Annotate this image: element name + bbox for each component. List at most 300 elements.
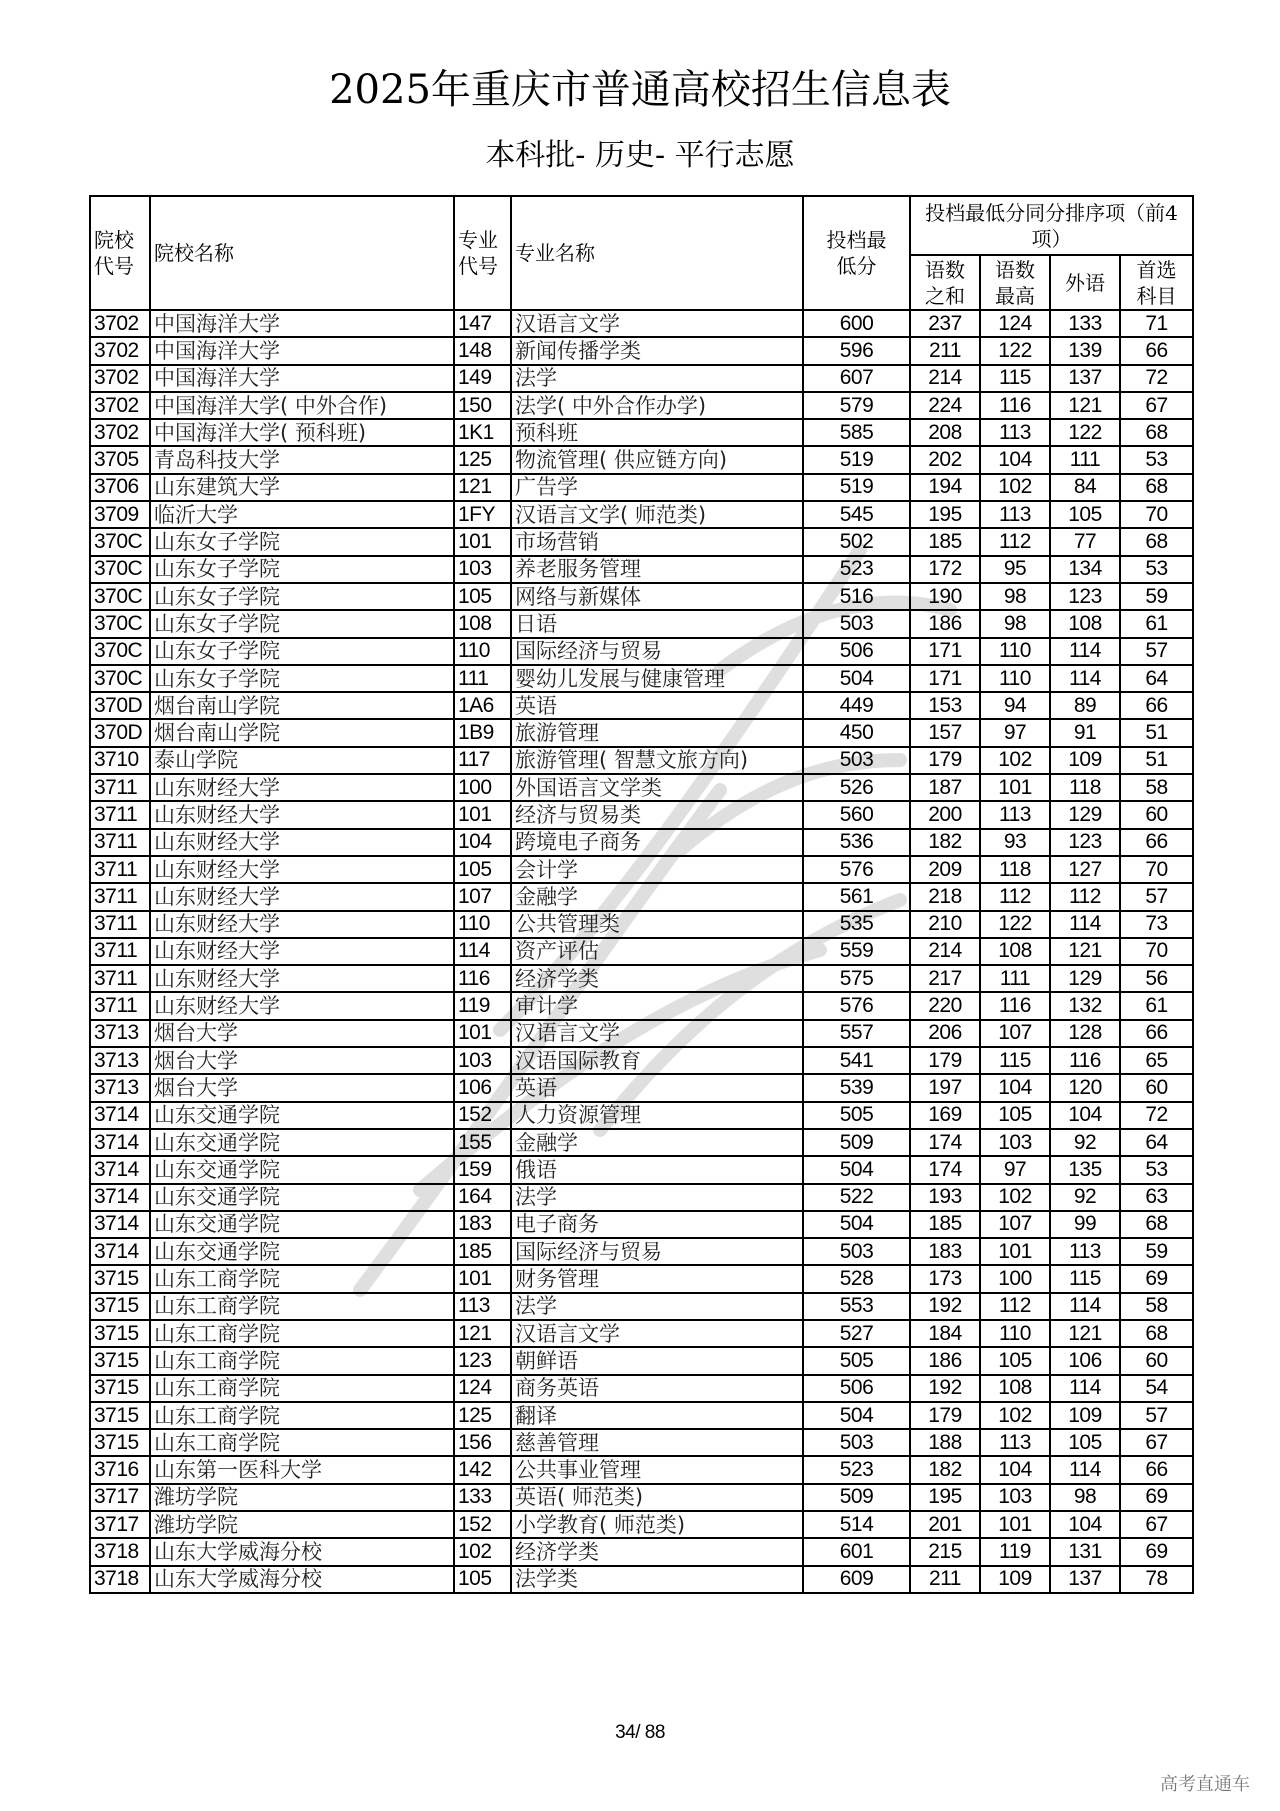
school-code-cell: 3711 <box>90 883 150 910</box>
tiebreak-subject-cell: 53 <box>1120 556 1193 583</box>
tiebreak-max-cell: 112 <box>980 883 1050 910</box>
tiebreak-max-cell: 116 <box>980 992 1050 1019</box>
school-code-cell: 3718 <box>90 1538 150 1565</box>
table-row <box>90 665 1193 692</box>
tiebreak-max-cell: 97 <box>980 719 1050 746</box>
tiebreak-sum-cell: 206 <box>910 1020 980 1047</box>
tiebreak-sum-cell: 179 <box>910 1047 980 1074</box>
table-row <box>90 419 1193 446</box>
min-score-cell: 504 <box>803 1156 910 1183</box>
tiebreak-subject-cell: 72 <box>1120 1102 1193 1129</box>
tiebreak-sum-cell: 193 <box>910 1184 980 1211</box>
major-name-cell: 跨境电子商务 <box>511 829 803 856</box>
tiebreak-sum-cell: 217 <box>910 965 980 992</box>
page-title: 2025年重庆市普通高校招生信息表 <box>329 67 951 113</box>
tiebreak-subject-cell: 66 <box>1120 1456 1193 1483</box>
tiebreak-subject-cell: 64 <box>1120 1129 1193 1156</box>
school-code-cell: 3715 <box>90 1320 150 1347</box>
tiebreak-foreign-cell: 84 <box>1050 474 1120 501</box>
table-row <box>90 992 1193 1019</box>
major-name-cell: 汉语言文学 <box>511 1020 803 1047</box>
min-score-cell: 541 <box>803 1047 910 1074</box>
header-major-name: 专业名称 <box>511 196 803 310</box>
tiebreak-sum-cell: 157 <box>910 719 980 746</box>
tiebreak-subject-cell: 58 <box>1120 774 1193 801</box>
school-code-cell: 3711 <box>90 992 150 1019</box>
school-name-cell: 山东工商学院 <box>150 1320 454 1347</box>
tiebreak-subject-cell: 67 <box>1120 392 1193 419</box>
tiebreak-sum-cell: 186 <box>910 610 980 637</box>
tiebreak-subject-cell: 68 <box>1120 1211 1193 1238</box>
tiebreak-foreign-cell: 114 <box>1050 911 1120 938</box>
table-row <box>90 1402 1193 1429</box>
major-name-cell: 国际经济与贸易 <box>511 638 803 665</box>
tiebreak-subject-cell: 69 <box>1120 1538 1193 1565</box>
major-code-cell: 107 <box>454 883 511 910</box>
tiebreak-max-cell: 101 <box>980 1511 1050 1538</box>
tiebreak-foreign-cell: 139 <box>1050 337 1120 364</box>
tiebreak-foreign-cell: 89 <box>1050 692 1120 719</box>
major-code-cell: 101 <box>454 801 511 828</box>
school-name-cell: 山东女子学院 <box>150 638 454 665</box>
school-code-cell: 3711 <box>90 911 150 938</box>
school-name-cell: 山东工商学院 <box>150 1265 454 1292</box>
min-score-cell: 527 <box>803 1320 910 1347</box>
major-name-cell: 外国语言文学类 <box>511 774 803 801</box>
min-score-cell: 505 <box>803 1102 910 1129</box>
tiebreak-sum-cell: 190 <box>910 583 980 610</box>
table-row <box>90 801 1193 828</box>
tiebreak-max-cell: 110 <box>980 665 1050 692</box>
tiebreak-sum-cell: 179 <box>910 747 980 774</box>
school-code-cell: 3711 <box>90 938 150 965</box>
tiebreak-foreign-cell: 91 <box>1050 719 1120 746</box>
table-row <box>90 965 1193 992</box>
school-name-cell: 山东交通学院 <box>150 1156 454 1183</box>
school-name-cell: 山东财经大学 <box>150 856 454 883</box>
tiebreak-subject-cell: 73 <box>1120 911 1193 938</box>
tiebreak-sum-cell: 185 <box>910 1211 980 1238</box>
major-name-cell: 俄语 <box>511 1156 803 1183</box>
major-code-cell: 150 <box>454 392 511 419</box>
min-score-cell: 504 <box>803 665 910 692</box>
school-code-cell: 3702 <box>90 310 150 337</box>
tiebreak-max-cell: 107 <box>980 1211 1050 1238</box>
tiebreak-sum-cell: 174 <box>910 1129 980 1156</box>
school-code-cell: 3717 <box>90 1484 150 1511</box>
tiebreak-subject-cell: 70 <box>1120 938 1193 965</box>
tiebreak-max-cell: 102 <box>980 747 1050 774</box>
tiebreak-max-cell: 113 <box>980 801 1050 828</box>
table-row <box>90 1456 1193 1483</box>
school-name-cell: 山东大学威海分校 <box>150 1538 454 1565</box>
min-score-cell: 560 <box>803 801 910 828</box>
school-code-cell: 3715 <box>90 1375 150 1402</box>
table-body <box>90 310 1193 1593</box>
tiebreak-subject-cell: 60 <box>1120 1074 1193 1101</box>
major-name-cell: 物流管理( 供应链方向) <box>511 446 803 473</box>
school-name-cell: 山东工商学院 <box>150 1429 454 1456</box>
tiebreak-max-cell: 108 <box>980 938 1050 965</box>
major-name-cell: 经济与贸易类 <box>511 801 803 828</box>
min-score-cell: 536 <box>803 829 910 856</box>
min-score-cell: 450 <box>803 719 910 746</box>
school-code-cell: 370C <box>90 638 150 665</box>
tiebreak-sum-cell: 211 <box>910 1566 980 1593</box>
tiebreak-max-cell: 115 <box>980 365 1050 392</box>
school-code-cell: 370C <box>90 665 150 692</box>
major-code-cell: 117 <box>454 747 511 774</box>
tiebreak-foreign-cell: 108 <box>1050 610 1120 637</box>
school-name-cell: 山东财经大学 <box>150 829 454 856</box>
min-score-cell: 504 <box>803 1402 910 1429</box>
major-code-cell: 156 <box>454 1429 511 1456</box>
min-score-cell: 519 <box>803 446 910 473</box>
tiebreak-foreign-cell: 129 <box>1050 965 1120 992</box>
header-tiebreak-first-subject: 首选科目 <box>1120 255 1193 310</box>
tiebreak-foreign-cell: 114 <box>1050 638 1120 665</box>
tiebreak-max-cell: 113 <box>980 419 1050 446</box>
table-row <box>90 829 1193 856</box>
tiebreak-max-cell: 104 <box>980 446 1050 473</box>
major-name-cell: 资产评估 <box>511 938 803 965</box>
tiebreak-max-cell: 100 <box>980 1265 1050 1292</box>
tiebreak-foreign-cell: 104 <box>1050 1102 1120 1129</box>
admission-table <box>89 195 1194 1594</box>
major-name-cell: 汉语言文学 <box>511 310 803 337</box>
tiebreak-sum-cell: 194 <box>910 474 980 501</box>
school-name-cell: 山东交通学院 <box>150 1129 454 1156</box>
table-row <box>90 365 1193 392</box>
major-code-cell: 155 <box>454 1129 511 1156</box>
major-code-cell: 183 <box>454 1211 511 1238</box>
school-code-cell: 3705 <box>90 446 150 473</box>
major-name-cell: 电子商务 <box>511 1211 803 1238</box>
school-code-cell: 3702 <box>90 392 150 419</box>
brand-label: 高考直通车 <box>1160 1774 1250 1795</box>
min-score-cell: 561 <box>803 883 910 910</box>
school-name-cell: 山东工商学院 <box>150 1375 454 1402</box>
major-name-cell: 日语 <box>511 610 803 637</box>
major-name-cell: 审计学 <box>511 992 803 1019</box>
school-name-cell: 烟台南山学院 <box>150 692 454 719</box>
tiebreak-sum-cell: 197 <box>910 1074 980 1101</box>
tiebreak-max-cell: 101 <box>980 774 1050 801</box>
tiebreak-max-cell: 102 <box>980 474 1050 501</box>
tiebreak-subject-cell: 58 <box>1120 1293 1193 1320</box>
table-row <box>90 747 1193 774</box>
school-name-cell: 山东财经大学 <box>150 911 454 938</box>
min-score-cell: 539 <box>803 1074 910 1101</box>
major-code-cell: 152 <box>454 1511 511 1538</box>
major-code-cell: 1K1 <box>454 419 511 446</box>
major-name-cell: 英语 <box>511 1074 803 1101</box>
tiebreak-subject-cell: 69 <box>1120 1265 1193 1292</box>
header-major-code: 专业代号 <box>454 196 511 310</box>
header-min-score: 投档最低分 <box>803 196 910 310</box>
school-name-cell: 潍坊学院 <box>150 1511 454 1538</box>
tiebreak-max-cell: 98 <box>980 583 1050 610</box>
major-code-cell: 111 <box>454 665 511 692</box>
tiebreak-foreign-cell: 106 <box>1050 1347 1120 1374</box>
tiebreak-foreign-cell: 120 <box>1050 1074 1120 1101</box>
tiebreak-max-cell: 97 <box>980 1156 1050 1183</box>
tiebreak-foreign-cell: 133 <box>1050 310 1120 337</box>
tiebreak-foreign-cell: 122 <box>1050 419 1120 446</box>
min-score-cell: 557 <box>803 1020 910 1047</box>
school-code-cell: 3715 <box>90 1347 150 1374</box>
tiebreak-sum-cell: 185 <box>910 528 980 555</box>
tiebreak-max-cell: 105 <box>980 1102 1050 1129</box>
min-score-cell: 522 <box>803 1184 910 1211</box>
tiebreak-max-cell: 105 <box>980 1347 1050 1374</box>
school-code-cell: 3714 <box>90 1102 150 1129</box>
table-row <box>90 1047 1193 1074</box>
major-name-cell: 慈善管理 <box>511 1429 803 1456</box>
table-row <box>90 1320 1193 1347</box>
tiebreak-foreign-cell: 98 <box>1050 1484 1120 1511</box>
tiebreak-foreign-cell: 137 <box>1050 1566 1120 1593</box>
major-code-cell: 106 <box>454 1074 511 1101</box>
major-name-cell: 婴幼儿发展与健康管理 <box>511 665 803 692</box>
table-row <box>90 310 1193 337</box>
tiebreak-sum-cell: 173 <box>910 1265 980 1292</box>
school-name-cell: 山东财经大学 <box>150 883 454 910</box>
table-row <box>90 638 1193 665</box>
major-name-cell: 广告学 <box>511 474 803 501</box>
major-name-cell: 汉语言文学 <box>511 1320 803 1347</box>
school-code-cell: 3714 <box>90 1129 150 1156</box>
school-code-cell: 3713 <box>90 1074 150 1101</box>
tiebreak-subject-cell: 53 <box>1120 1156 1193 1183</box>
min-score-cell: 553 <box>803 1293 910 1320</box>
school-name-cell: 山东财经大学 <box>150 992 454 1019</box>
tiebreak-subject-cell: 59 <box>1120 583 1193 610</box>
tiebreak-max-cell: 94 <box>980 692 1050 719</box>
min-score-cell: 526 <box>803 774 910 801</box>
tiebreak-subject-cell: 57 <box>1120 883 1193 910</box>
school-code-cell: 3713 <box>90 1047 150 1074</box>
major-name-cell: 商务英语 <box>511 1375 803 1402</box>
min-score-cell: 535 <box>803 911 910 938</box>
school-name-cell: 山东工商学院 <box>150 1347 454 1374</box>
min-score-cell: 509 <box>803 1129 910 1156</box>
major-name-cell: 汉语国际教育 <box>511 1047 803 1074</box>
tiebreak-subject-cell: 60 <box>1120 801 1193 828</box>
tiebreak-sum-cell: 171 <box>910 638 980 665</box>
major-name-cell: 公共管理类 <box>511 911 803 938</box>
tiebreak-max-cell: 110 <box>980 638 1050 665</box>
major-code-cell: 116 <box>454 965 511 992</box>
major-name-cell: 朝鲜语 <box>511 1347 803 1374</box>
tiebreak-foreign-cell: 113 <box>1050 1238 1120 1265</box>
tiebreak-subject-cell: 71 <box>1120 310 1193 337</box>
tiebreak-subject-cell: 57 <box>1120 1402 1193 1429</box>
school-name-cell: 中国海洋大学( 中外合作) <box>150 392 454 419</box>
tiebreak-subject-cell: 66 <box>1120 1020 1193 1047</box>
header-tiebreak-foreign-language: 外语 <box>1050 255 1120 310</box>
tiebreak-subject-cell: 57 <box>1120 638 1193 665</box>
tiebreak-foreign-cell: 105 <box>1050 501 1120 528</box>
school-code-cell: 370C <box>90 583 150 610</box>
tiebreak-foreign-cell: 135 <box>1050 1156 1120 1183</box>
tiebreak-max-cell: 115 <box>980 1047 1050 1074</box>
min-score-cell: 609 <box>803 1566 910 1593</box>
school-code-cell: 3715 <box>90 1429 150 1456</box>
tiebreak-max-cell: 110 <box>980 1320 1050 1347</box>
major-code-cell: 149 <box>454 365 511 392</box>
tiebreak-max-cell: 124 <box>980 310 1050 337</box>
tiebreak-subject-cell: 78 <box>1120 1566 1193 1593</box>
major-name-cell: 市场营销 <box>511 528 803 555</box>
tiebreak-foreign-cell: 114 <box>1050 665 1120 692</box>
table-row <box>90 856 1193 883</box>
table-row <box>90 938 1193 965</box>
min-score-cell: 503 <box>803 747 910 774</box>
tiebreak-sum-cell: 186 <box>910 1347 980 1374</box>
major-name-cell: 养老服务管理 <box>511 556 803 583</box>
major-code-cell: 110 <box>454 911 511 938</box>
school-code-cell: 3713 <box>90 1020 150 1047</box>
major-code-cell: 105 <box>454 856 511 883</box>
tiebreak-foreign-cell: 114 <box>1050 1456 1120 1483</box>
min-score-cell: 576 <box>803 856 910 883</box>
school-name-cell: 山东交通学院 <box>150 1211 454 1238</box>
min-score-cell: 516 <box>803 583 910 610</box>
tiebreak-sum-cell: 183 <box>910 1238 980 1265</box>
tiebreak-sum-cell: 220 <box>910 992 980 1019</box>
school-name-cell: 山东财经大学 <box>150 774 454 801</box>
tiebreak-foreign-cell: 109 <box>1050 1402 1120 1429</box>
tiebreak-foreign-cell: 123 <box>1050 829 1120 856</box>
major-code-cell: 103 <box>454 556 511 583</box>
school-name-cell: 山东财经大学 <box>150 965 454 992</box>
min-score-cell: 596 <box>803 337 910 364</box>
school-code-cell: 3715 <box>90 1402 150 1429</box>
min-score-cell: 514 <box>803 1511 910 1538</box>
table-row <box>90 392 1193 419</box>
tiebreak-max-cell: 122 <box>980 337 1050 364</box>
tiebreak-foreign-cell: 131 <box>1050 1538 1120 1565</box>
header-tiebreak-chinese-math-sum: 语数之和 <box>910 255 980 310</box>
school-name-cell: 山东女子学院 <box>150 610 454 637</box>
table-row <box>90 1538 1193 1565</box>
tiebreak-max-cell: 103 <box>980 1129 1050 1156</box>
tiebreak-sum-cell: 153 <box>910 692 980 719</box>
min-score-cell: 503 <box>803 610 910 637</box>
min-score-cell: 579 <box>803 392 910 419</box>
school-code-cell: 3702 <box>90 337 150 364</box>
major-code-cell: 110 <box>454 638 511 665</box>
school-code-cell: 3702 <box>90 365 150 392</box>
tiebreak-foreign-cell: 134 <box>1050 556 1120 583</box>
table-row <box>90 1484 1193 1511</box>
major-name-cell: 法学 <box>511 1293 803 1320</box>
tiebreak-sum-cell: 215 <box>910 1538 980 1565</box>
major-code-cell: 147 <box>454 310 511 337</box>
tiebreak-sum-cell: 171 <box>910 665 980 692</box>
tiebreak-sum-cell: 208 <box>910 419 980 446</box>
school-code-cell: 3711 <box>90 774 150 801</box>
table-row <box>90 583 1193 610</box>
school-code-cell: 3702 <box>90 419 150 446</box>
major-code-cell: 102 <box>454 1538 511 1565</box>
tiebreak-foreign-cell: 128 <box>1050 1020 1120 1047</box>
tiebreak-max-cell: 112 <box>980 528 1050 555</box>
major-code-cell: 1FY <box>454 501 511 528</box>
table-row <box>90 883 1193 910</box>
tiebreak-max-cell: 119 <box>980 1538 1050 1565</box>
table-row <box>90 1511 1193 1538</box>
school-code-cell: 370D <box>90 692 150 719</box>
min-score-cell: 502 <box>803 528 910 555</box>
table-row <box>90 774 1193 801</box>
tiebreak-max-cell: 95 <box>980 556 1050 583</box>
major-code-cell: 101 <box>454 528 511 555</box>
page-number: 34/ 88 <box>615 1722 665 1743</box>
tiebreak-sum-cell: 174 <box>910 1156 980 1183</box>
major-code-cell: 119 <box>454 992 511 1019</box>
major-name-cell: 人力资源管理 <box>511 1102 803 1129</box>
major-code-cell: 105 <box>454 583 511 610</box>
major-code-cell: 123 <box>454 1347 511 1374</box>
table-row <box>90 556 1193 583</box>
major-code-cell: 105 <box>454 1566 511 1593</box>
school-name-cell: 山东女子学院 <box>150 528 454 555</box>
school-name-cell: 山东交通学院 <box>150 1184 454 1211</box>
tiebreak-foreign-cell: 114 <box>1050 1375 1120 1402</box>
school-name-cell: 山东大学威海分校 <box>150 1566 454 1593</box>
major-name-cell: 国际经济与贸易 <box>511 1238 803 1265</box>
table-row <box>90 1347 1193 1374</box>
tiebreak-subject-cell: 70 <box>1120 856 1193 883</box>
table-row <box>90 1293 1193 1320</box>
major-name-cell: 新闻传播学类 <box>511 337 803 364</box>
table-row <box>90 501 1193 528</box>
tiebreak-foreign-cell: 115 <box>1050 1265 1120 1292</box>
header-school-code: 院校代号 <box>90 196 150 310</box>
school-code-cell: 370C <box>90 528 150 555</box>
tiebreak-sum-cell: 211 <box>910 337 980 364</box>
tiebreak-subject-cell: 61 <box>1120 610 1193 637</box>
major-name-cell: 法学类 <box>511 1566 803 1593</box>
min-score-cell: 601 <box>803 1538 910 1565</box>
tiebreak-max-cell: 107 <box>980 1020 1050 1047</box>
tiebreak-sum-cell: 188 <box>910 1429 980 1456</box>
school-code-cell: 3717 <box>90 1511 150 1538</box>
tiebreak-subject-cell: 68 <box>1120 419 1193 446</box>
tiebreak-foreign-cell: 92 <box>1050 1129 1120 1156</box>
major-code-cell: 1B9 <box>454 719 511 746</box>
header-school-name: 院校名称 <box>150 196 454 310</box>
tiebreak-sum-cell: 195 <box>910 1484 980 1511</box>
school-name-cell: 山东工商学院 <box>150 1402 454 1429</box>
major-name-cell: 法学 <box>511 1184 803 1211</box>
school-code-cell: 3718 <box>90 1566 150 1593</box>
tiebreak-foreign-cell: 121 <box>1050 392 1120 419</box>
min-score-cell: 503 <box>803 1238 910 1265</box>
table-row <box>90 474 1193 501</box>
major-name-cell: 小学教育( 师范类) <box>511 1511 803 1538</box>
major-name-cell: 英语 <box>511 692 803 719</box>
major-code-cell: 114 <box>454 938 511 965</box>
tiebreak-foreign-cell: 121 <box>1050 938 1120 965</box>
tiebreak-max-cell: 102 <box>980 1402 1050 1429</box>
tiebreak-sum-cell: 192 <box>910 1375 980 1402</box>
tiebreak-sum-cell: 172 <box>910 556 980 583</box>
tiebreak-subject-cell: 51 <box>1120 719 1193 746</box>
tiebreak-subject-cell: 66 <box>1120 829 1193 856</box>
